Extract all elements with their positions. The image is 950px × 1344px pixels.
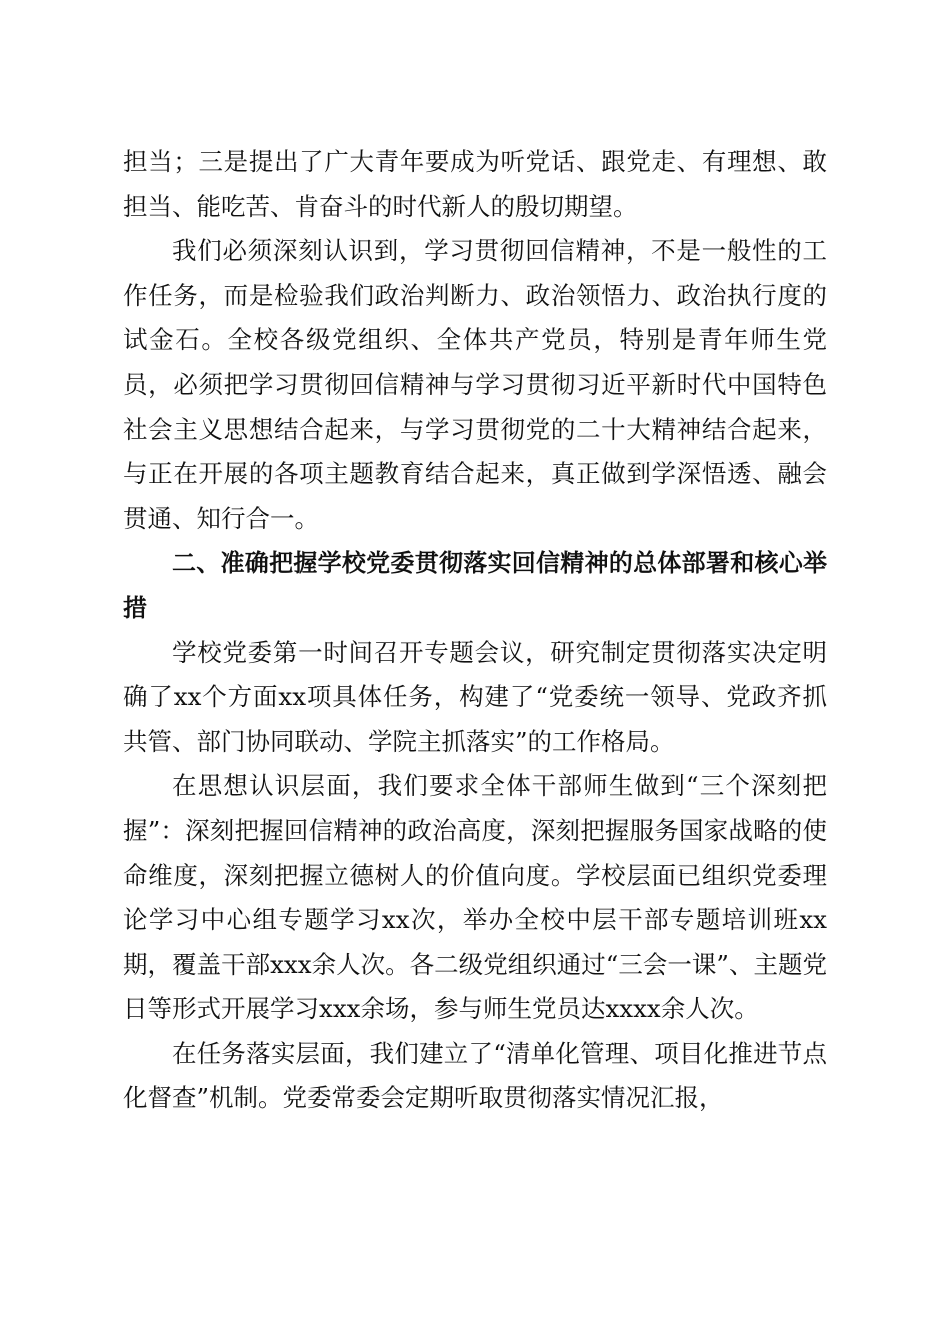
paragraph: 我们必须深刻认识到，学习贯彻回信精神，不是一般性的工作任务，而是检验我们政治判断力、政治领悟力、政治执行度的试金石。全校各级党组织、全体共产党员，特别是青年师生党员，必须把学习贯彻回信精神与学习贯彻习近平新时代中国特色社会主义思想结合起来，与学习贯彻党的二十大精神结合起来，与正在开展的各项主题教育结合起来，真正做到学深悟透、融会贯通、知行合一。 (123, 236, 827, 533)
section-heading: 二、准确把握学校党委贯彻落实回信精神的总体部署和核心举措 (123, 549, 827, 622)
paragraph: 学校党委第一时间召开专题会议，研究制定贯彻落实决定明确了xx个方面xx项具体任务，构建了“党委统一领导、党政齐抓共管、部门协同联动、学院主抓落实”的工作格局。 (123, 637, 827, 756)
paragraph-continuation: 担当；三是提出了广大青年要成为听党话、跟党走、有理想、敢担当、能吃苦、肯奋斗的时代新人的殷切期望。 (123, 147, 827, 221)
paragraph: 在任务落实层面，我们建立了“清单化管理、项目化推进节点化督查”机制。党委常委会定期听取贯彻落实情况汇报， (123, 1038, 827, 1113)
paragraph: 在思想认识层面，我们要求全体干部师生做到“三个深刻把握”：深刻把握回信精神的政治高度，深刻把握服务国家战略的使命维度，深刻把握立德树人的价值向度。学校层面已组织党委理论学习中心组专题学习xx次，举办全校中层干部专题培训班xx期，覆盖干部xxx余人次。各二级党组织通过“三会一课”、主题党日等形式开展学习xxx余场，参与师生党员达xxxx余人次。 (123, 771, 827, 1024)
document-body (123, 140, 827, 1121)
